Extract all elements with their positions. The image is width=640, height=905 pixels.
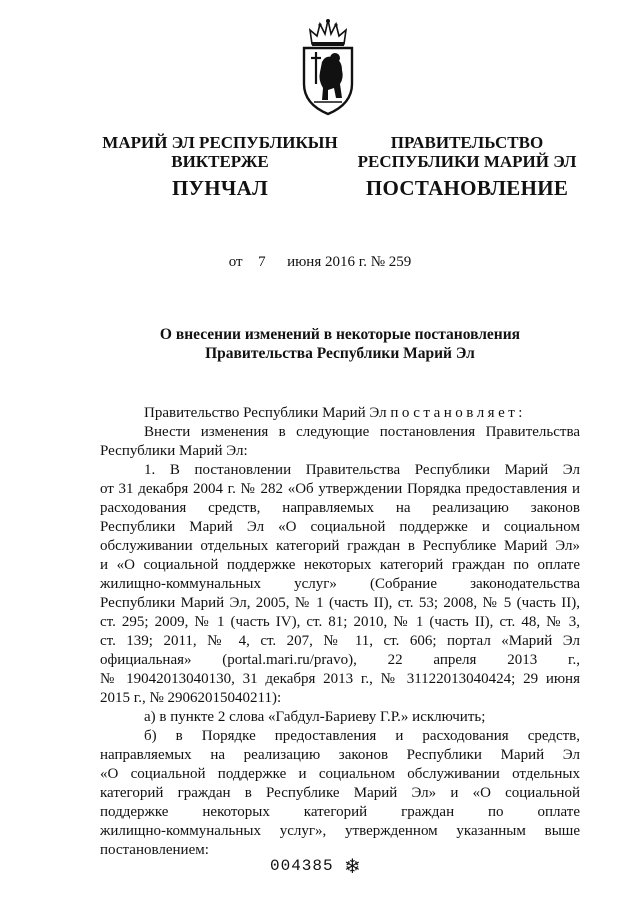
- header-left-line1: МАРИЙ ЭЛ РЕСПУБЛИКЫН: [102, 133, 338, 152]
- title-line1: О внесении изменений в некоторые постановления: [159, 326, 521, 343]
- header-left: [96, 133, 344, 198]
- header-right-line2: РЕСПУБЛИКИ МАРИЙ ЭЛ: [357, 152, 577, 171]
- body-line: Республики Марий Эл, 2005, № 1 (часть II), ст. 53; 2008, № 5 (часть II),: [100, 595, 580, 611]
- body-line: расходования средств, направляемых на реализацию законов: [100, 500, 580, 516]
- body-line: от 31 декабря 2004 г. № 282 «Об утверждении Порядка предоставления и: [100, 481, 580, 497]
- intro-verb: постановляет:: [390, 405, 526, 421]
- body-line: категорий граждан в Республике Марий Эл» и «О социальной: [100, 785, 580, 801]
- body-line: «О социальной поддержке и социальном обслуживании отдельных: [100, 766, 580, 782]
- body-line: поддержке некоторых категорий граждан по оплате: [100, 804, 580, 820]
- body-line: постановлением:: [100, 842, 209, 858]
- body-line: направляемых на реализацию законов Республики Марий Эл: [100, 747, 580, 763]
- document-body: [100, 404, 580, 860]
- header-left-doc-type: ПУНЧАЛ: [171, 176, 269, 200]
- body-line: и «О социальной поддержке некоторых категорий граждан по оплате: [100, 557, 580, 573]
- intro-subject: Правительство Республики Марий Эл: [144, 405, 387, 421]
- serial-number: 004385: [270, 857, 334, 875]
- dateline-month-year: июня 2016 г.: [287, 254, 367, 270]
- body-line: 2015 г., № 29062015040211):: [100, 690, 282, 706]
- snowflake-icon: ❄: [344, 854, 361, 878]
- document-title: [100, 325, 580, 363]
- header-right-doc-type: ПОСТАНОВЛЕНИЕ: [365, 176, 569, 200]
- body-line: а) в пункте 2 слова «Габдул-Бариеву Г.Р.» исключить;: [144, 709, 486, 725]
- body-line: ст. 295; 2009, № 1 (часть IV), ст. 81; 2010, № 1 (часть II), ст. 48, № 3,: [100, 614, 580, 630]
- body-line: б) в Порядке предоставления и расходования средств,: [144, 728, 580, 744]
- body-line: Внести изменения в следующие постановления Правительства: [144, 424, 580, 440]
- dateline-day: 7: [258, 254, 266, 270]
- body-line: Республики Марий Эл:: [100, 443, 248, 459]
- body-line: ст. 139; 2011, № 4, ст. 207, № 11, ст. 606; портал «Марий Эл: [100, 633, 580, 649]
- dateline-number: № 259: [370, 254, 412, 270]
- body-line: 1. В постановлении Правительства Республики Марий Эл: [144, 462, 580, 478]
- title-line2: Правительства Республики Марий Эл: [205, 345, 475, 362]
- header-right-line1: ПРАВИТЕЛЬСТВО: [390, 133, 544, 152]
- body-line: № 19042013040130, 31 декабря 2013 г., № 31122013040424; 29 июня: [100, 671, 580, 687]
- header-right: [353, 133, 581, 198]
- header-left-line2: ВИКТЕРЖЕ: [171, 152, 269, 171]
- body-line: официальная» (portal.mari.ru/pravo), 22 апреля 2013 г.,: [100, 652, 580, 668]
- body-line: жилищно-коммунальных услуг», утвержденном указанным выше: [100, 823, 580, 839]
- dateline-prefix: от: [228, 254, 243, 270]
- body-intro: [100, 404, 580, 423]
- body-line: жилищно-коммунальных услуг» (Собрание законодательства: [100, 576, 580, 592]
- body-line: Республики Марий Эл «О социальной поддержке и социальном: [100, 519, 580, 535]
- document-dateline: [0, 254, 640, 271]
- body-line: обслуживании отдельных категорий граждан в Республике Марий Эл»: [100, 538, 580, 554]
- coat-of-arms-icon: [298, 18, 358, 118]
